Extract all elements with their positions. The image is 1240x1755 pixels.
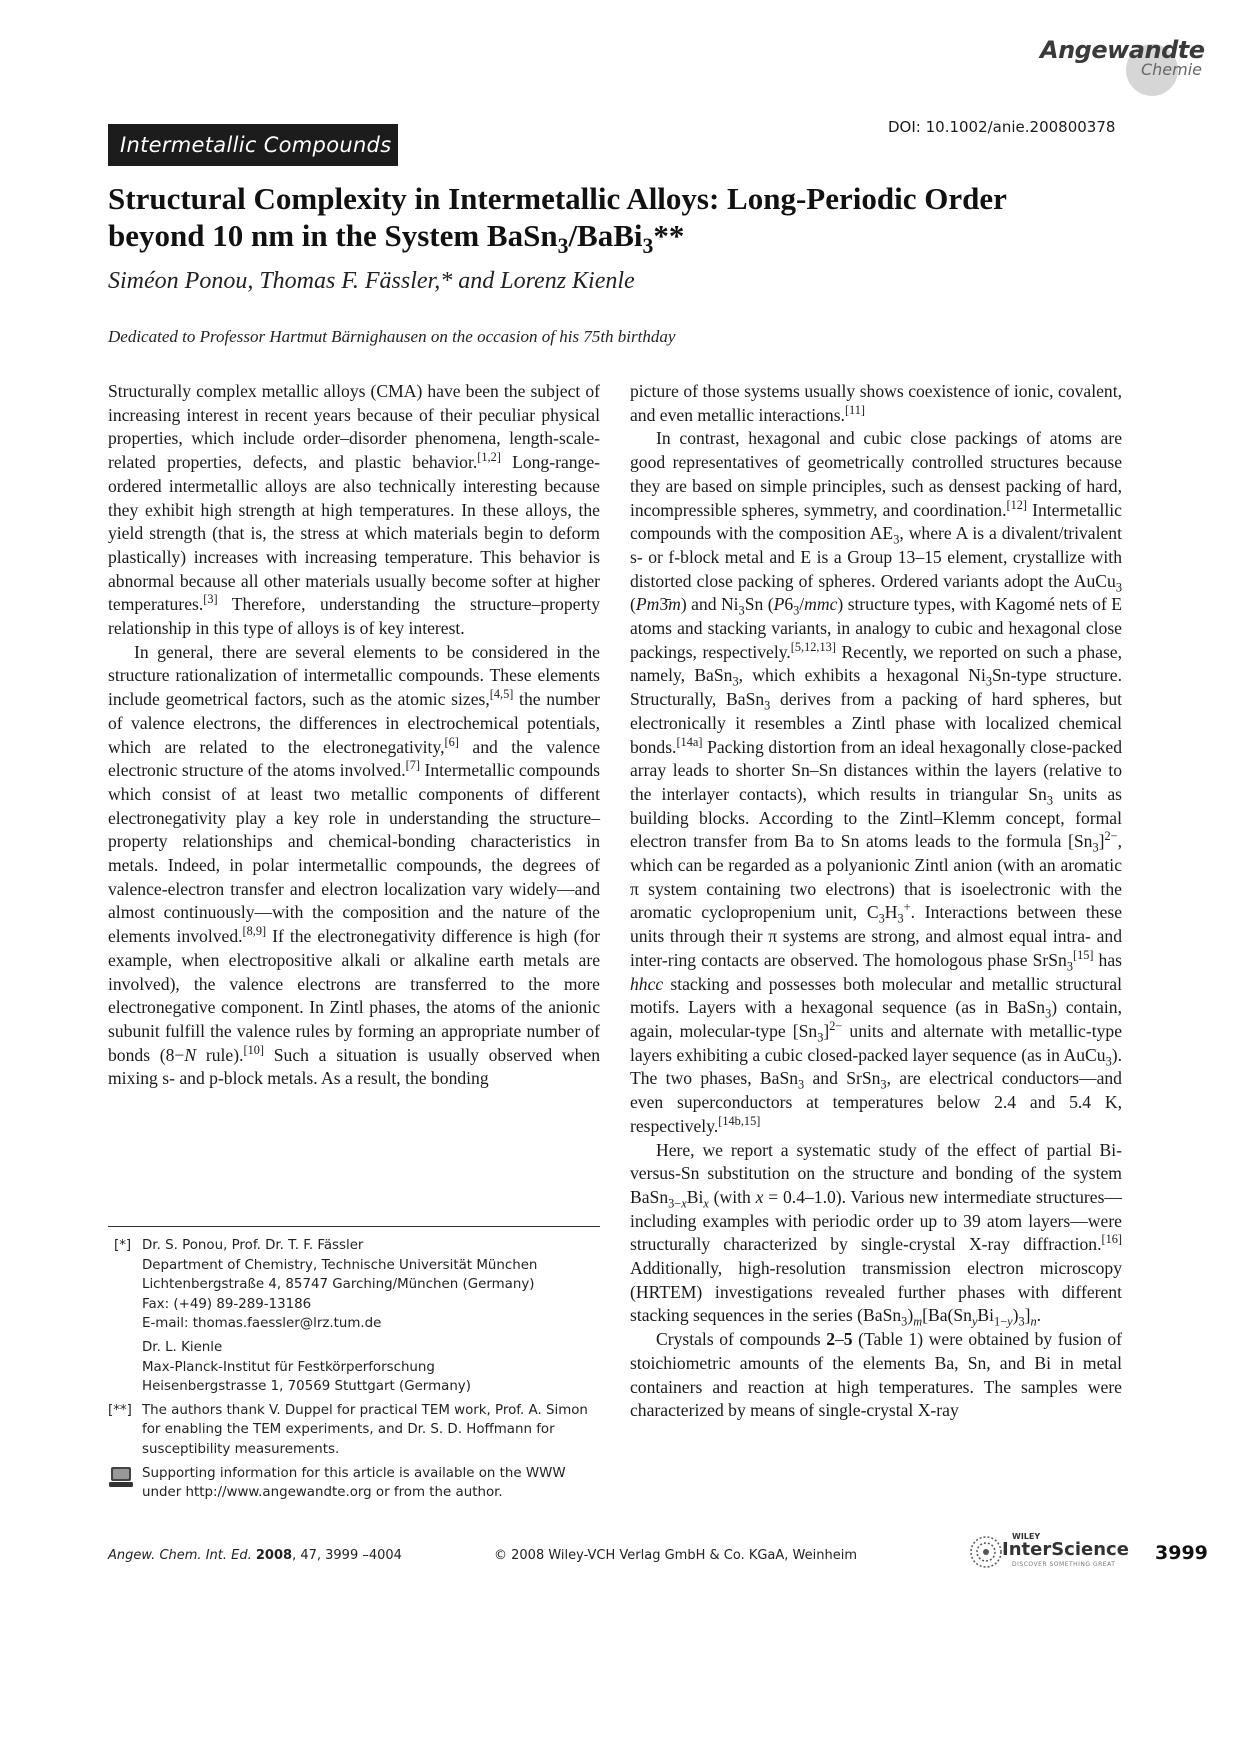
paragraph: In general, there are several elements to be considered in the structure rationalization of intermetallic compounds. These elements include geometrical factors, such as the atomic sizes,[4,5] the number of valence electrons, the differences in electrochemical potentials, which are related to the electronegativity,[6] and the valence electronic structure of the atoms involved.[7] Intermetallic compounds which consist of at least two metallic components of different electronegativity play a key role in understanding the structure–property relationships and chemical-bonding characteristics in metals. Indeed, in polar intermetallic compounds, the degrees of valence-electron transfer and electron localization vary widely—and almost continuously—with the composition and the nature of the elements involved.[8,9] If the electronegativity difference is high (for example, when electropositive alkali or alkaline earth metals are involved), the valence electrons are transferred to the more electronegative component. In Zintl phases, the atoms of the anionic subunit fulfill the valence rules by forming an appropriate number of bonds (8−N rule).[10] Such a situation is usually observed when mixing s- and p-block metals. As a result, the bonding — [108, 641, 601, 1089]
section-banner: Intermetallic Compounds — [108, 124, 398, 166]
publisher-small: WILEY — [1012, 1532, 1041, 1541]
note-line[interactable]: under http://www.angewandte.org or from the author. — [142, 1485, 503, 1501]
dedication: Dedicated to Professor Hartmut Bärnighausen on the occasion of his 75th birthday — [108, 327, 676, 346]
note-line: susceptibility measurements. — [142, 1441, 340, 1457]
title-line-2: beyond 10 nm in the System BaSn$_3$/BaBi$_3$** — [108, 218, 685, 259]
citation-journal: Angew. Chem. Int. Ed. — [108, 1548, 252, 1563]
publisher-brand: InterScience — [1002, 1539, 1129, 1560]
paragraph: picture of those systems usually shows coexistence of ionic, covalent, and even metallic interactions.[11] — [630, 381, 1122, 425]
interscience-logo — [968, 1530, 1148, 1572]
publisher-tagline: DISCOVER SOMETHING GREAT — [1012, 1561, 1116, 1568]
note-line: Dr. S. Ponou, Prof. Dr. T. F. Fässler — [142, 1238, 364, 1253]
note-line: Max-Planck-Institut für Festkörperforschung — [142, 1359, 435, 1375]
title-line-1: Structural Complexity in Intermetallic Alloys: Long-Periodic Order — [108, 181, 1007, 216]
note-line: Fax: (+49) 89-289-13186 — [142, 1296, 312, 1312]
authors: Siméon Ponou, Thomas F. Fässler,* and Lorenz Kienle — [108, 268, 635, 294]
logo-main-text: Angewandte — [1040, 36, 1205, 64]
note-line: Supporting information for this article is available on the WWW — [142, 1465, 566, 1481]
page-number: 3999 — [1155, 1542, 1208, 1564]
note-line: Dr. L. Kienle — [142, 1339, 223, 1355]
acknowledgment-note — [108, 1401, 608, 1460]
logo-sub-text: Chemie — [1140, 60, 1202, 79]
footnote-divider — [108, 1226, 600, 1227]
supporting-info-note — [108, 1464, 608, 1503]
article-title — [108, 180, 1148, 259]
email-line[interactable]: E-mail: thomas.faessler@lrz.tum.de — [142, 1316, 382, 1332]
paragraph: Crystals of compounds 2–5 (Table 1) were obtained by fusion of stoichiometric amounts of the elements Ba, Sn, and Bi in metal containers and reaction at high temperatures. The samples were characterized by means of single-crystal X-ray — [630, 1329, 1122, 1421]
note-line: Lichtenbergstraße 4, 85747 Garching/München (Germany) — [142, 1277, 535, 1293]
note-line: for enabling the TEM experiments, and Dr. S. D. Hoffmann for — [142, 1422, 555, 1438]
affiliation-note — [108, 1236, 608, 1397]
paragraph: In contrast, hexagonal and cubic close packings of atoms are good representatives of geometrically controlled structures because they are based on simple principles, such as densest packing of hard, incompressible spheres, symmetry, and coordination.[12] Intermetallic compounds with the composition $AE_3$, where A is a divalent/trivalent s- or f-block metal and E is a Group 13–15 element, crystallize with distorted close packing of spheres. Ordered variants adopt the AuCu$_3$ (Pm3̄m) and $Ni_3Sn$ $(P6_3/mmc)$ structure types, with Kagomé nets of E atoms and stacking variants, in analogy to cubic and hexagonal close packings, respectively.[5,12,13] Recently, we reported on such a phase, namely, BaSn$_3$, which exhibits a hexagonal $Ni_3Sn$-type structure. Structurally, BaSn$_3$ derives from a packing of hard spheres, but electronically it resembles a Zintl phase with localized chemical bonds.[14a] Packing distortion from an ideal hexagonally close-packed array leads to shorter Sn–Sn distances within the layers (relative to the interlayer contacts), which results in triangular $Sn_3$ units as building blocks. According to the Zintl–Klemm concept, formal electron transfer from Ba to Sn atoms leads to the formula $[Sn_3]^{2-}$, which can be regarded as a polyanionic Zintl anion (with an aromatic π system containing two electrons) that is isoelectronic with the aromatic cyclopropenium unit, $C_3H_3^+$. Interactions between these units through their π systems are strong, and almost equal intra- and inter-ring contacts are observed. The homologous phase SrSn$_3$[15] has hhcc stacking and possesses both molecular and metallic structural motifs. Layers with a hexagonal sequence (as in BaSn$_3$) contain, again, molecular-type $[Sn_3]^{2-}$ units and alternate with metallic-type layers exhibiting a cubic closed-packed layer sequence (as in AuCu$_3$). The two phases, BaSn$_3$ and SrSn$_3$, are electrical conductors—and even superconductors at temperatures below 2.4 and 5.4 K, respectively.[14b,15] — [630, 428, 1123, 1136]
citation — [108, 1548, 402, 1563]
doi: DOI: 10.1002/anie.200800378 — [888, 118, 1116, 136]
copyright: © 2008 Wiley-VCH Verlag GmbH & Co. KGaA, Weinheim — [494, 1548, 858, 1563]
note-line: The authors thank V. Duppel for practical TEM work, Prof. A. Simon — [142, 1402, 588, 1418]
footnote-mark: [*] — [114, 1238, 132, 1253]
note-line: Heisenbergstrasse 1, 70569 Stuttgart (Germany) — [142, 1379, 471, 1395]
journal-logo — [1040, 36, 1210, 96]
note-line: Department of Chemistry, Technische Universität München — [142, 1257, 538, 1273]
interscience-globe-icon — [968, 1534, 1004, 1570]
citation-year: 2008 — [255, 1548, 293, 1563]
supporting-info-icon — [108, 1466, 134, 1488]
body-column-left — [108, 380, 600, 1091]
body-column-right — [630, 380, 1122, 1423]
footnotes — [108, 1236, 608, 1503]
citation-volume-pages: , 47, 3999 –4004 — [292, 1548, 402, 1563]
paragraph: Here, we report a systematic study of the effect of partial Bi-versus-Sn substitution on the structure and bonding of the system $BaSn_{3-x}Bi_x$ (with x = 0.4–1.0). Various new intermediate structures—including examples with periodic order up to 39 atom layers—were structurally characterized by single-crystal X-ray diffraction.[16] Additionally, high-resolution transmission electron microscopy (HRTEM) investigations revealed further phases with different stacking sequences in the series $(BaSn_3)_m[Ba(Sn_yBi_{1-y})_3]_n$. — [630, 1139, 1123, 1329]
paragraph: Structurally complex metallic alloys (CMA) have been the subject of increasing interest in recent years because of their peculiar physical properties, which include order–disorder phenomena, length-scale-related properties, defects, and plastic behavior.[1,2] Long-range-ordered intermetallic alloys are also technically interesting because they exhibit high strength at high temperatures. In these alloys, the yield strength (that is, the stress at which materials begin to deform plastically) increases with increasing temperature. This behavior is abnormal because all other materials usually become softer at higher temperatures.[3] Therefore, understanding the structure–property relationship in this type of alloys is of key interest. — [108, 381, 601, 639]
footnote-mark: [**] — [108, 1402, 132, 1418]
